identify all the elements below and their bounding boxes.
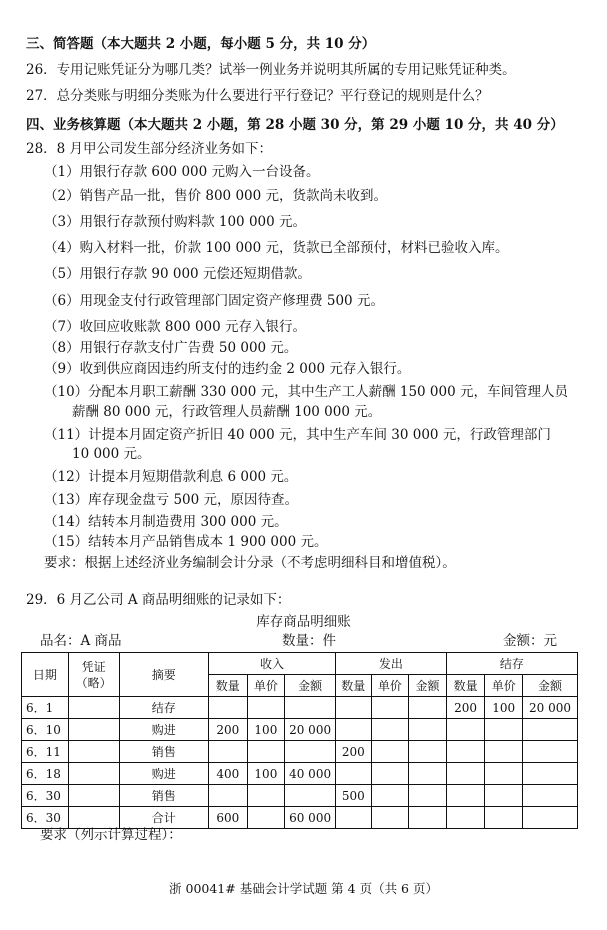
ledger-cell-out-qty: 200	[336, 741, 372, 763]
ledger-cell-summary: 结存	[119, 697, 208, 719]
ledger-cell-out-amt	[409, 807, 447, 829]
ledger-cell-bal-amt: 20 000	[523, 697, 578, 719]
ledger-cell-in-amt	[285, 741, 336, 763]
ledger-cell-summary: 购进	[119, 763, 208, 785]
header-summary: 摘要	[119, 653, 208, 697]
ledger-product-name: 品名：A 商品	[40, 633, 122, 649]
question-28-item: （4）购入材料一批，价款 100 000 元，货款已全部预付，材料已验收入库。	[44, 240, 509, 256]
ledger-row	[22, 741, 578, 763]
ledger-cell-summary: 合计	[119, 807, 208, 829]
ledger-cell-bal-amt	[523, 719, 578, 741]
ledger-cell-voucher	[68, 697, 119, 719]
question-28-item: 薪酬 80 000 元，行政管理人员薪酬 100 000 元。	[72, 404, 382, 420]
ledger-row	[22, 785, 578, 807]
ledger-cell-summary: 销售	[119, 741, 208, 763]
ledger-cell-date: 6．10	[22, 719, 69, 741]
subheader-amount: 金额	[523, 675, 578, 697]
ledger-cell-bal-price	[485, 807, 523, 829]
ledger-cell-bal-price	[485, 763, 523, 785]
question-28-item: （11）计提本月固定资产折旧 40 000 元，其中生产车间 30 000 元，行政管理部门	[44, 427, 551, 443]
question-28-item: （7）收回应收账款 800 000 元存入银行。	[44, 319, 306, 335]
ledger-cell-out-qty	[336, 719, 372, 741]
ledger-cell-bal-qty	[446, 785, 485, 807]
ledger-cell-out-amt	[409, 719, 447, 741]
ledger-cell-bal-qty	[446, 763, 485, 785]
subheader-qty: 数量	[446, 675, 485, 697]
ledger-cell-bal-qty: 200	[446, 697, 485, 719]
ledger-cell-in-qty: 200	[208, 719, 247, 741]
ledger-cell-in-price	[247, 807, 285, 829]
ledger-cell-voucher	[68, 719, 119, 741]
ledger-row	[22, 719, 578, 741]
question-28-intro: 28．8 月甲公司发生部分经济业务如下：	[26, 141, 273, 157]
ledger-cell-out-price	[371, 763, 409, 785]
question-28-item: 10 000 元。	[72, 446, 151, 462]
ledger-cell-in-qty: 400	[208, 763, 247, 785]
question-26: 26．专用记账凭证分为哪几类？试举一例业务并说明其所属的专用记账凭证种类。	[26, 62, 516, 78]
question-29-intro: 29．6 月乙公司 A 商品明细账的记录如下：	[26, 592, 291, 608]
ledger-cell-in-price	[247, 741, 285, 763]
ledger-cell-out-price	[371, 807, 409, 829]
ledger-row	[22, 697, 578, 719]
ledger-cell-bal-qty	[446, 719, 485, 741]
ledger-cell-bal-price	[485, 741, 523, 763]
ledger-cell-out-price	[371, 741, 409, 763]
ledger-cell-in-amt	[285, 785, 336, 807]
header-date: 日期	[22, 653, 69, 697]
ledger-cell-in-price: 100	[247, 763, 285, 785]
ledger-cell-in-amt: 60 000	[285, 807, 336, 829]
question-28-item: （13）库存现金盘亏 500 元，原因待查。	[44, 492, 299, 508]
ledger-row	[22, 763, 578, 785]
question-28-item: （2）销售产品一批，售价 800 000 元，货款尚未收到。	[44, 188, 387, 204]
ledger-cell-bal-amt	[523, 785, 578, 807]
question-28-item: （10）分配本月职工薪酬 330 000 元，其中生产工人薪酬 150 000 元，车间管理人员	[44, 384, 568, 400]
ledger-cell-out-price	[371, 719, 409, 741]
ledger-cell-out-qty	[336, 763, 372, 785]
ledger-cell-bal-amt	[523, 741, 578, 763]
ledger-cell-bal-qty	[446, 807, 485, 829]
ledger-cell-summary: 购进	[119, 719, 208, 741]
header-voucher: 凭证（略）	[68, 653, 119, 697]
ledger-cell-bal-price	[485, 785, 523, 807]
header-issue: 发出	[336, 653, 447, 675]
question-27: 27．总分类账与明细分类账为什么要进行平行登记？平行登记的规则是什么？	[26, 88, 489, 104]
header-receipt: 收入	[208, 653, 335, 675]
ledger-cell-out-amt	[409, 697, 447, 719]
ledger-cell-bal-price	[485, 719, 523, 741]
ledger-cell-in-qty	[208, 697, 247, 719]
ledger-cell-in-amt: 40 000	[285, 763, 336, 785]
ledger-cell-bal-qty	[446, 741, 485, 763]
ledger-header-row	[22, 653, 578, 675]
ledger-cell-date: 6．30	[22, 807, 69, 829]
ledger-cell-out-amt	[409, 785, 447, 807]
section-4-heading: 四、业务核算题（本大题共 2 小题，第 28 小题 30 分，第 29 小题 10 分，共 40 分）	[26, 117, 564, 133]
subheader-qty: 数量	[336, 675, 372, 697]
ledger-title: 库存商品明细账	[256, 614, 351, 630]
question-29-requirement: 要求（列示计算过程）：	[40, 827, 182, 843]
ledger-cell-in-amt	[285, 697, 336, 719]
ledger-cell-bal-amt	[523, 763, 578, 785]
subheader-qty: 数量	[208, 675, 247, 697]
question-28-item: （3）用银行存款预付购料款 100 000 元。	[44, 214, 306, 230]
ledger-cell-in-qty: 600	[208, 807, 247, 829]
question-28-item: （14）结转本月制造费用 300 000 元。	[44, 514, 288, 530]
ledger-cell-out-amt	[409, 741, 447, 763]
ledger-cell-out-amt	[409, 763, 447, 785]
ledger-amount-unit: 金额：元	[503, 633, 557, 649]
question-28-item: （5）用银行存款 90 000 元偿还短期借款。	[44, 266, 311, 282]
ledger-cell-bal-price: 100	[485, 697, 523, 719]
ledger-cell-date: 6．18	[22, 763, 69, 785]
ledger-cell-bal-amt	[523, 807, 578, 829]
ledger-cell-out-price	[371, 697, 409, 719]
header-balance: 结存	[446, 653, 577, 675]
ledger-cell-in-amt: 20 000	[285, 719, 336, 741]
question-28-item: （9）收到供应商因违约所支付的违约金 2 000 元存入银行。	[44, 361, 411, 377]
ledger-cell-voucher	[68, 785, 119, 807]
ledger-cell-out-qty: 500	[336, 785, 372, 807]
question-28-item: （12）计提本月短期借款利息 6 000 元。	[44, 469, 298, 485]
ledger-cell-in-price: 100	[247, 719, 285, 741]
question-28-item: （8）用银行存款支付广告费 50 000 元。	[44, 340, 298, 356]
page-footer: 浙 00041# 基础会计学试题 第 4 页（共 6 页）	[169, 881, 438, 896]
ledger-quantity-unit: 数量：件	[282, 633, 336, 649]
inventory-ledger-table	[21, 652, 578, 829]
ledger-cell-out-qty	[336, 807, 372, 829]
question-28-item: （6）用现金支付行政管理部门固定资产修理费 500 元。	[44, 293, 384, 309]
ledger-cell-voucher	[68, 763, 119, 785]
ledger-cell-summary: 销售	[119, 785, 208, 807]
question-28-item: （1）用银行存款 600 000 元购入一台设备。	[44, 164, 320, 180]
ledger-cell-date: 6．30	[22, 785, 69, 807]
ledger-cell-in-qty	[208, 785, 247, 807]
ledger-cell-date: 6．1	[22, 697, 69, 719]
question-28-requirement: 要求：根据上述经济业务编制会计分录（不考虑明细科目和增值税）。	[44, 555, 456, 571]
ledger-cell-voucher	[68, 741, 119, 763]
subheader-price: 单价	[247, 675, 285, 697]
ledger-cell-in-qty	[208, 741, 247, 763]
subheader-amount: 金额	[409, 675, 447, 697]
ledger-cell-in-price	[247, 697, 285, 719]
ledger-cell-date: 6．11	[22, 741, 69, 763]
subheader-price: 单价	[371, 675, 409, 697]
subheader-price: 单价	[485, 675, 523, 697]
section-3-heading: 三、简答题（本大题共 2 小题，每小题 5 分，共 10 分）	[26, 36, 376, 52]
ledger-cell-in-price	[247, 785, 285, 807]
ledger-cell-out-price	[371, 785, 409, 807]
question-28-item: （15）结转本月产品销售成本 1 900 000 元。	[44, 534, 328, 550]
subheader-amount: 金额	[285, 675, 336, 697]
ledger-cell-out-qty	[336, 697, 372, 719]
